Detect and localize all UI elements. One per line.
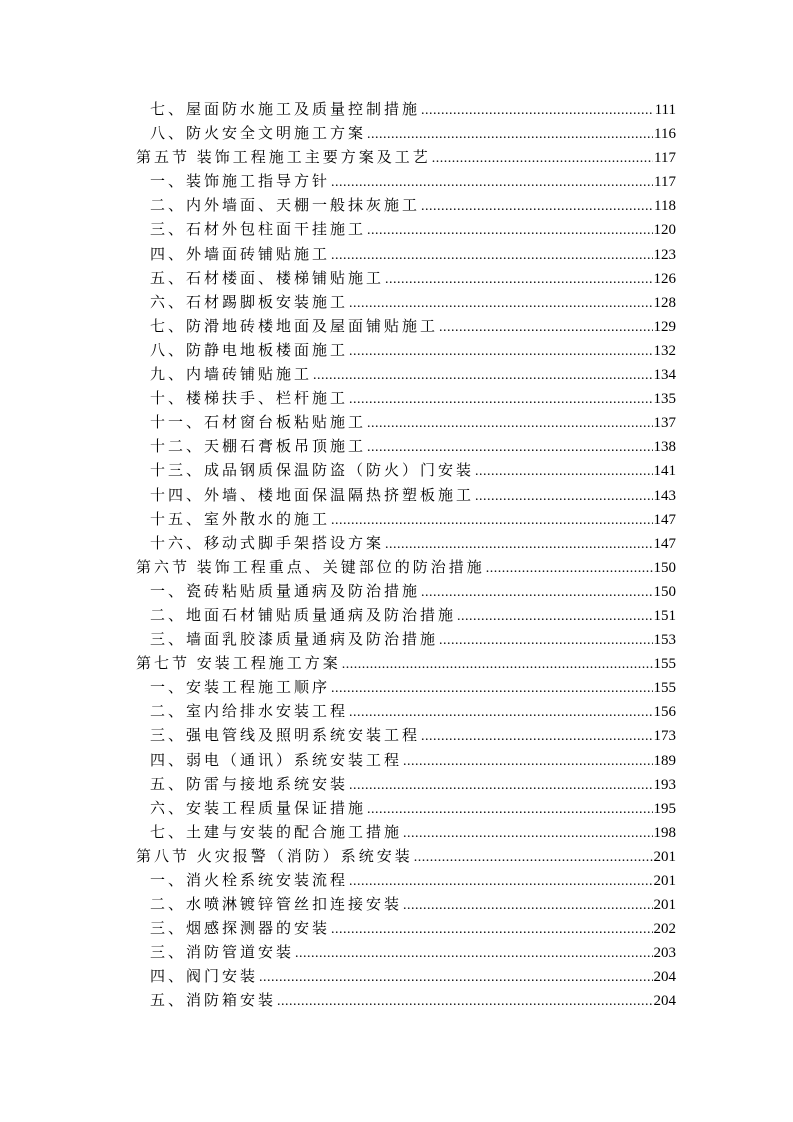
toc-entry-page: 141 [653, 463, 676, 480]
toc-subsection-entry[interactable] [136, 821, 676, 845]
toc-subsection-entry[interactable] [136, 700, 676, 724]
leader-dots [313, 364, 652, 388]
toc-entry-page: 155 [653, 656, 676, 673]
leader-dots [331, 677, 652, 701]
leader-dots [421, 725, 652, 749]
leader-dots [439, 629, 652, 653]
leader-dots [367, 219, 652, 243]
toc-entry-page: 111 [654, 102, 676, 118]
toc-subsection-entry[interactable] [136, 893, 676, 917]
leader-dots [367, 412, 652, 436]
toc-subsection-entry[interactable] [136, 628, 676, 652]
leader-dots [439, 316, 652, 340]
toc-entry-title: 五、消防箱安装 [150, 993, 277, 1010]
leader-dots [421, 581, 652, 605]
toc-entry-page: 123 [653, 246, 676, 263]
toc-subsection-entry[interactable] [136, 170, 676, 194]
leader-dots [385, 533, 652, 557]
leader-dots [259, 966, 652, 990]
leader-dots [367, 123, 653, 147]
toc-entry-page: 151 [653, 607, 676, 624]
toc-subsection-entry[interactable] [136, 218, 676, 242]
toc-subsection-entry[interactable] [136, 315, 676, 339]
toc-entry-page: 156 [653, 704, 676, 721]
toc-subsection-entry[interactable] [136, 724, 676, 748]
toc-entry-page: 204 [653, 969, 676, 986]
toc-entry-title: 四、外墙面砖铺贴施工 [150, 246, 331, 263]
toc-entry-page: 204 [653, 993, 676, 1010]
toc-subsection-entry[interactable] [136, 749, 676, 773]
toc-entry-page: 195 [653, 800, 676, 817]
toc-entry-title: 第八节 火灾报警（消防）系统安装 [136, 848, 413, 865]
leader-dots [331, 918, 652, 942]
toc-entry-page: 137 [653, 415, 676, 432]
toc-subsection-entry[interactable] [136, 773, 676, 797]
toc-entry-page: 135 [653, 391, 676, 408]
toc-entry-title: 十四、外墙、楼地面保温隔热挤塑板施工 [150, 487, 475, 504]
toc-entry-title: 八、防静电地板楼面施工 [150, 342, 349, 359]
toc-entry-title: 五、石材楼面、楼梯铺贴施工 [150, 270, 385, 287]
table-of-contents [136, 98, 676, 1014]
leader-dots [367, 436, 652, 460]
toc-entry-page: 173 [653, 728, 676, 745]
leader-dots [342, 653, 653, 677]
toc-entry-title: 十三、成品钢质保温防盗（防火）门安装 [150, 463, 475, 480]
toc-entry-page: 202 [653, 921, 676, 938]
toc-entry-page: 132 [653, 342, 676, 359]
toc-subsection-entry[interactable] [136, 532, 676, 556]
toc-entry-title: 十六、移动式脚手架搭设方案 [150, 535, 385, 552]
toc-entry-page: 189 [653, 752, 676, 769]
toc-entry-title: 三、烟感探测器的安装 [150, 921, 331, 938]
toc-entry-title: 三、强电管线及照明系统安装工程 [150, 728, 421, 745]
toc-subsection-entry[interactable] [136, 411, 676, 435]
toc-subsection-entry[interactable] [136, 797, 676, 821]
leader-dots [349, 870, 652, 894]
toc-subsection-entry[interactable] [136, 459, 676, 483]
toc-subsection-entry[interactable] [136, 267, 676, 291]
toc-subsection-entry[interactable] [136, 363, 676, 387]
toc-subsection-entry[interactable] [136, 291, 676, 315]
toc-subsection-entry[interactable] [136, 484, 676, 508]
toc-subsection-entry[interactable] [136, 339, 676, 363]
toc-subsection-entry[interactable] [136, 122, 676, 146]
toc-section-entry[interactable] [136, 556, 676, 580]
toc-entry-title: 二、室内给排水安装工程 [150, 704, 349, 721]
toc-entry-page: 143 [653, 487, 676, 504]
leader-dots [475, 460, 652, 484]
toc-entry-page: 203 [653, 945, 676, 962]
leader-dots [295, 942, 652, 966]
toc-subsection-entry[interactable] [136, 941, 676, 965]
toc-entry-title: 二、地面石材铺贴质量通病及防治措施 [150, 607, 457, 624]
toc-subsection-entry[interactable] [136, 194, 676, 218]
toc-entry-title: 一、装饰施工指导方针 [150, 174, 331, 191]
toc-entry-title: 六、安装工程质量保证措施 [150, 800, 367, 817]
toc-entry-title: 第六节 装饰工程重点、关键部位的防治措施 [136, 559, 485, 576]
toc-entry-page: 150 [653, 559, 676, 576]
toc-entry-title: 七、土建与安装的配合施工措施 [150, 824, 403, 841]
leader-dots [421, 99, 654, 123]
leader-dots [403, 822, 652, 846]
toc-entry-title: 一、安装工程施工顺序 [150, 680, 331, 697]
toc-entry-page: 126 [653, 270, 676, 287]
leader-dots [331, 171, 653, 195]
leader-dots [349, 292, 652, 316]
toc-entry-title: 第七节 安装工程施工方案 [136, 656, 341, 673]
toc-entry-title: 十一、石材窗台板粘贴施工 [150, 415, 367, 432]
leader-dots [349, 388, 652, 412]
leader-dots [421, 195, 653, 219]
toc-entry-title: 五、防雷与接地系统安装 [150, 776, 349, 793]
toc-subsection-entry[interactable] [136, 965, 676, 989]
toc-section-entry[interactable] [136, 845, 676, 869]
toc-section-entry[interactable] [136, 146, 676, 170]
toc-entry-title: 十二、天棚石膏板吊顶施工 [150, 439, 367, 456]
leader-dots [457, 605, 652, 629]
toc-subsection-entry[interactable] [136, 989, 676, 1013]
leader-dots [349, 701, 652, 725]
toc-entry-page: 150 [653, 583, 676, 600]
toc-entry-page: 193 [653, 776, 676, 793]
toc-entry-page: 198 [653, 824, 676, 841]
toc-entry-page: 147 [653, 535, 676, 552]
toc-subsection-entry[interactable] [136, 869, 676, 893]
toc-entry-title: 十、楼梯扶手、栏杆施工 [150, 391, 349, 408]
toc-entry-page: 201 [653, 873, 676, 889]
toc-subsection-entry[interactable] [136, 917, 676, 941]
toc-entry-title: 三、消防管道安装 [150, 945, 295, 962]
toc-entry-title: 六、石材踢脚板安装施工 [150, 294, 349, 311]
leader-dots [475, 485, 652, 509]
toc-entry-page: 117 [654, 150, 676, 167]
toc-entry-page: 117 [654, 174, 676, 191]
toc-section-entry[interactable] [136, 652, 676, 676]
toc-entry-page: 134 [653, 367, 676, 384]
leader-dots [331, 509, 652, 533]
leader-dots [486, 557, 653, 581]
leader-dots [403, 750, 652, 774]
toc-entry-title: 四、弱电（通讯）系统安装工程 [150, 752, 403, 769]
toc-entry-title: 一、消火栓系统安装流程 [150, 873, 349, 889]
toc-entry-title: 七、屋面防水施工及质量控制措施 [150, 102, 421, 118]
toc-entry-page: 138 [653, 439, 676, 456]
toc-entry-page: 129 [653, 318, 676, 335]
leader-dots [403, 894, 652, 918]
toc-subsection-entry[interactable] [136, 508, 676, 532]
toc-entry-title: 一、瓷砖粘贴质量通病及防治措施 [150, 583, 421, 600]
toc-subsection-entry[interactable] [136, 243, 676, 267]
toc-entry-title: 八、防火安全文明施工方案 [150, 126, 367, 143]
toc-entry-page: 128 [653, 294, 676, 311]
leader-dots [414, 846, 653, 870]
leader-dots [331, 244, 652, 268]
toc-subsection-entry[interactable] [136, 387, 676, 411]
leader-dots [367, 798, 652, 822]
toc-entry-title: 九、内墙砖铺贴施工 [150, 367, 313, 384]
leader-dots [385, 268, 652, 292]
toc-entry-title: 三、石材外包柱面干挂施工 [150, 222, 367, 239]
toc-subsection-entry[interactable] [136, 435, 676, 459]
toc-subsection-entry[interactable] [136, 580, 676, 604]
toc-entry-page: 155 [653, 680, 676, 697]
toc-entry-page: 201 [653, 848, 676, 865]
toc-entry-page: 116 [654, 126, 676, 143]
toc-entry-page: 147 [653, 511, 676, 528]
toc-entry-page: 120 [653, 222, 676, 239]
toc-entry-title: 四、阀门安装 [150, 969, 259, 986]
leader-dots [432, 147, 653, 171]
toc-entry-title: 十五、室外散水的施工 [150, 511, 331, 528]
toc-entry-title: 二、内外墙面、天棚一般抹灰施工 [150, 198, 421, 215]
leader-dots [349, 340, 652, 364]
toc-entry-page: 118 [654, 198, 676, 215]
toc-subsection-entry[interactable] [136, 604, 676, 628]
leader-dots [349, 774, 652, 798]
toc-entry-title: 第五节 装饰工程施工主要方案及工艺 [136, 150, 431, 167]
leader-dots [277, 990, 652, 1014]
toc-entry-title: 三、墙面乳胶漆质量通病及防治措施 [150, 632, 439, 649]
toc-entry-title: 二、水喷淋镀锌管丝扣连接安装 [150, 897, 403, 914]
toc-subsection-entry[interactable] [136, 676, 676, 700]
toc-entry-page: 201 [653, 897, 676, 914]
toc-entry-page: 153 [653, 632, 676, 649]
toc-entry-title: 七、防滑地砖楼地面及屋面铺贴施工 [150, 318, 439, 335]
toc-subsection-entry[interactable] [136, 98, 676, 122]
